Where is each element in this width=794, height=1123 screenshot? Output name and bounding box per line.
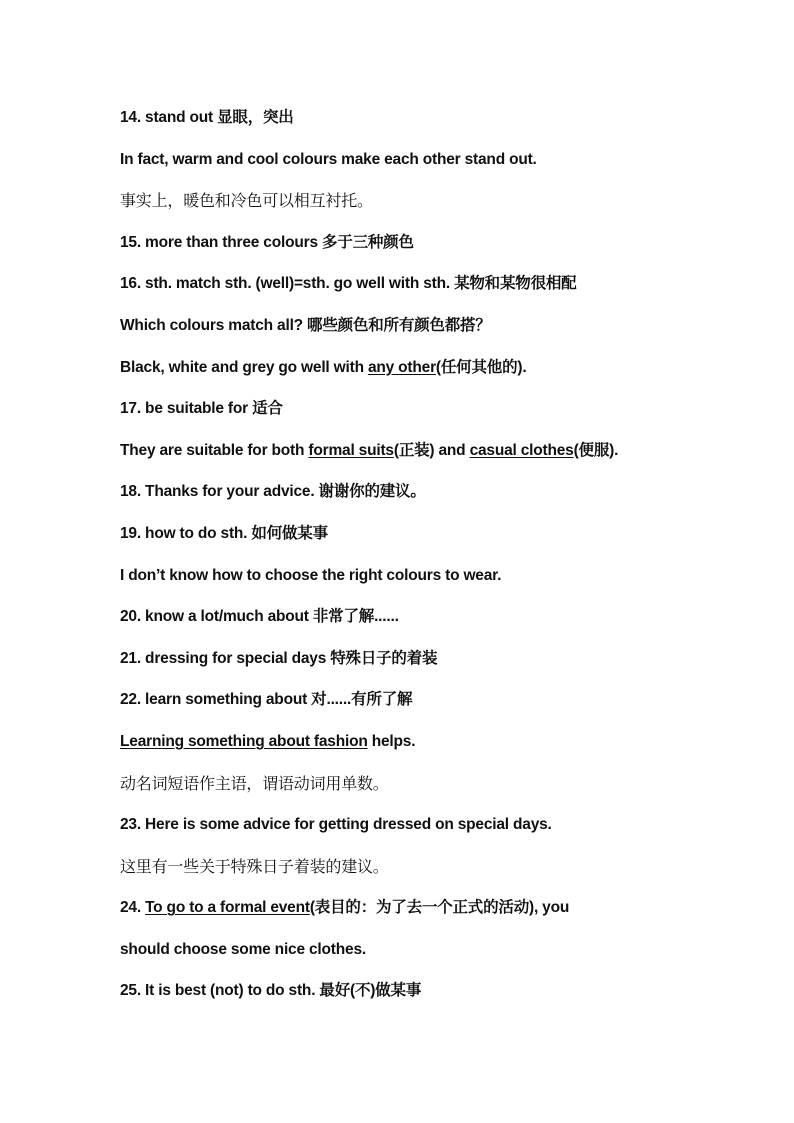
translation-line: 这里有一些关于特殊日子着装的建议。	[120, 856, 389, 876]
underlined-phrase: casual clothes	[469, 441, 574, 459]
example-sentence: I don’t know how to choose the right colours to wear.	[120, 566, 502, 584]
document-body	[120, 100, 740, 1015]
item-17-heading: 17. be suitable for 适合	[120, 400, 283, 418]
item-15-heading: 15. more than three colours 多于三种颜色	[120, 233, 414, 251]
item-20-heading: 20. know a lot/much about 非常了解......	[120, 608, 399, 626]
example-sentence: In fact, warm and cool colours make each other stand out.	[120, 150, 537, 168]
item-14-heading: 14. stand out 显眼，突出	[120, 109, 294, 126]
example-sentence	[120, 350, 740, 392]
example-sentence: Which colours match all? 哪些颜色和所有颜色都搭？	[120, 316, 491, 334]
example-sentence	[120, 433, 740, 475]
item-18-heading: 18. Thanks for your advice. 谢谢你的建议。	[120, 483, 426, 501]
item-23-heading: 23. Here is some advice for getting dressed on special days.	[120, 816, 552, 834]
example-sentence-continued: should choose some nice clothes.	[120, 940, 366, 958]
text-segment: (便服).	[573, 441, 619, 459]
text-segment: 24.	[120, 899, 146, 917]
translation-line: 事实上，暖色和冷色可以相互衬托。	[120, 191, 373, 211]
underlined-phrase: To go to a formal event	[145, 899, 310, 917]
item-25-heading: 25. It is best (not) to do sth. 最好(不)做某事	[120, 982, 422, 1000]
text-segment: They are suitable for both	[120, 441, 309, 459]
text-segment: Black, white and grey go well with	[120, 358, 368, 376]
underlined-phrase: any other	[367, 358, 436, 376]
text-segment: (表目的：为了去一个正式的活动), you	[309, 899, 570, 917]
item-24-heading	[120, 890, 740, 932]
example-sentence	[120, 724, 740, 766]
item-21-heading: 21. dressing for special days 特殊日子的着装	[120, 649, 438, 667]
underlined-phrase: formal suits	[308, 441, 394, 459]
text-segment: helps.	[367, 732, 416, 750]
item-22-heading: 22. learn something about 对......有所了解	[120, 691, 413, 709]
grammar-note: 动名词短语作主语，谓语动词用单数。	[120, 773, 389, 793]
text-segment: (正装) and	[393, 441, 470, 459]
item-16-heading: 16. sth. match sth. (well)=sth. go well with sth. 某物和某物很相配	[120, 275, 577, 293]
text-segment: (任何其他的).	[435, 358, 527, 376]
underlined-phrase: Learning something about fashion	[120, 732, 368, 750]
item-19-heading: 19. how to do sth. 如何做某事	[120, 524, 328, 542]
